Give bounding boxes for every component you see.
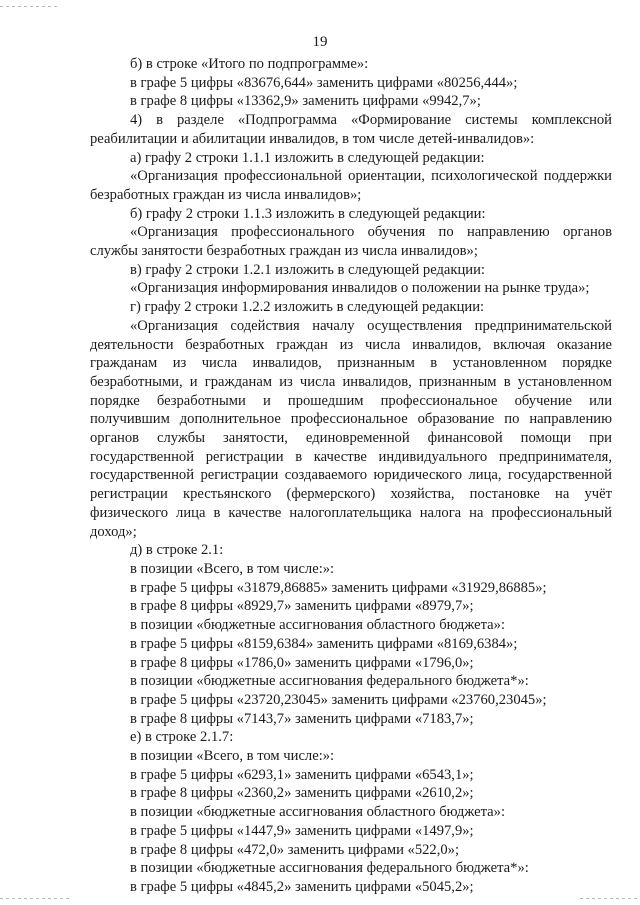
paragraph: е) в строке 2.1.7: bbox=[130, 729, 234, 746]
paragraph: в графе 5 цифры «6293,1» заменить цифрами «6543,1»; bbox=[130, 766, 474, 783]
scan-edge-mark bbox=[0, 6, 60, 7]
paragraph: в графе 5 цифры «4845,2» заменить цифрами «5045,2»; bbox=[130, 878, 474, 895]
scan-edge-mark bbox=[580, 898, 640, 899]
paragraph: в позиции «Всего, в том числе:»: bbox=[130, 748, 335, 765]
scan-edge-mark bbox=[0, 898, 70, 899]
paragraph: в графе 8 цифры «13362,9» заменить цифрами «9942,7»; bbox=[130, 93, 481, 110]
paragraph: в позиции «бюджетные ассигнования федерального бюджета*»: bbox=[130, 673, 529, 690]
paragraph: б) в строке «Итого по подпрограмме»: bbox=[130, 56, 369, 72]
page-number: 19 bbox=[312, 34, 328, 50]
paragraph: в графе 5 цифры «8159,6384» заменить цифрами «8169,6384»; bbox=[130, 635, 518, 652]
paragraph: в графе 5 цифры «1447,9» заменить цифрами «1497,9»; bbox=[130, 822, 474, 839]
paragraph: в графе 8 цифры «2360,2» заменить цифрами «2610,2»; bbox=[130, 785, 474, 802]
paragraph: в позиции «бюджетные ассигнования областного бюджета»: bbox=[130, 804, 505, 821]
paragraph: в графе 5 цифры «83676,644» заменить цифрами «80256,444»; bbox=[130, 74, 518, 91]
paragraph: «Организация профессиональной ориентации, психологической поддержки безработных граждан из числа инвалидов»; bbox=[90, 168, 612, 203]
paragraph: б) графу 2 строки 1.1.3 изложить в следующей редакции: bbox=[130, 205, 486, 222]
paragraph: «Организация информирования инвалидов о положении на рынке труда»; bbox=[130, 280, 590, 297]
paragraph: в графе 8 цифры «1786,0» заменить цифрами «1796,0»; bbox=[130, 654, 474, 671]
paragraph: в позиции «бюджетные ассигнования федерального бюджета*»: bbox=[130, 860, 529, 877]
paragraph: в графе 8 цифры «472,0» заменить цифрами «522,0»; bbox=[130, 841, 460, 858]
paragraph: 4) в разделе «Подпрограмма «Формирование системы комплексной реабилитации и абилитации инвалидов, в том числе детей-инвалидов»: bbox=[90, 112, 612, 147]
document-body bbox=[90, 55, 612, 897]
paragraph: в графе 8 цифры «7143,7» заменить цифрами «7183,7»; bbox=[130, 710, 474, 727]
paragraph: а) графу 2 строки 1.1.1 изложить в следующей редакции: bbox=[130, 149, 485, 166]
paragraph: г) графу 2 строки 1.2.2 изложить в следующей редакции: bbox=[130, 299, 485, 316]
paragraph: в графе 5 цифры «31879,86885» заменить цифрами «31929,86885»; bbox=[130, 579, 547, 596]
paragraph: в графе 5 цифры «23720,23045» заменить цифрами «23760,23045»; bbox=[130, 691, 547, 708]
paragraph: в позиции «бюджетные ассигнования областного бюджета»: bbox=[130, 617, 505, 634]
paragraph: «Организация содействия началу осуществления предпринимательской деятельности безработных граждан из числа инвалидов, включая оказание гражданам из числа инвалидов, признанным в установленном порядке безработными, и гражданам из числа инвалидов, признанным в установленном порядке безработными и прошедшим профессиональное обучение или получившим дополнительное профессиональное образование по направлению органов службы занятости, единовременной финансовой помощи при государственной регистрации в качестве индивидуального предпринимателя, государственной регистрации создаваемого юридического лица, государственной регистрации крестьянского (фермерского) хозяйства, постановке на учёт физического лица в качестве налогоплательщика налога на профессиональный доход»; bbox=[90, 317, 612, 540]
paragraph: в) графу 2 строки 1.2.1 изложить в следующей редакции: bbox=[130, 261, 485, 278]
paragraph: в позиции «Всего, в том числе:»: bbox=[130, 560, 335, 577]
paragraph: д) в строке 2.1: bbox=[130, 542, 224, 559]
paragraph: «Организация профессионального обучения по направлению органов службы занятости безработных граждан из числа инвалидов»; bbox=[90, 224, 612, 260]
paragraph: в графе 8 цифры «8929,7» заменить цифрами «8979,7»; bbox=[130, 598, 474, 615]
